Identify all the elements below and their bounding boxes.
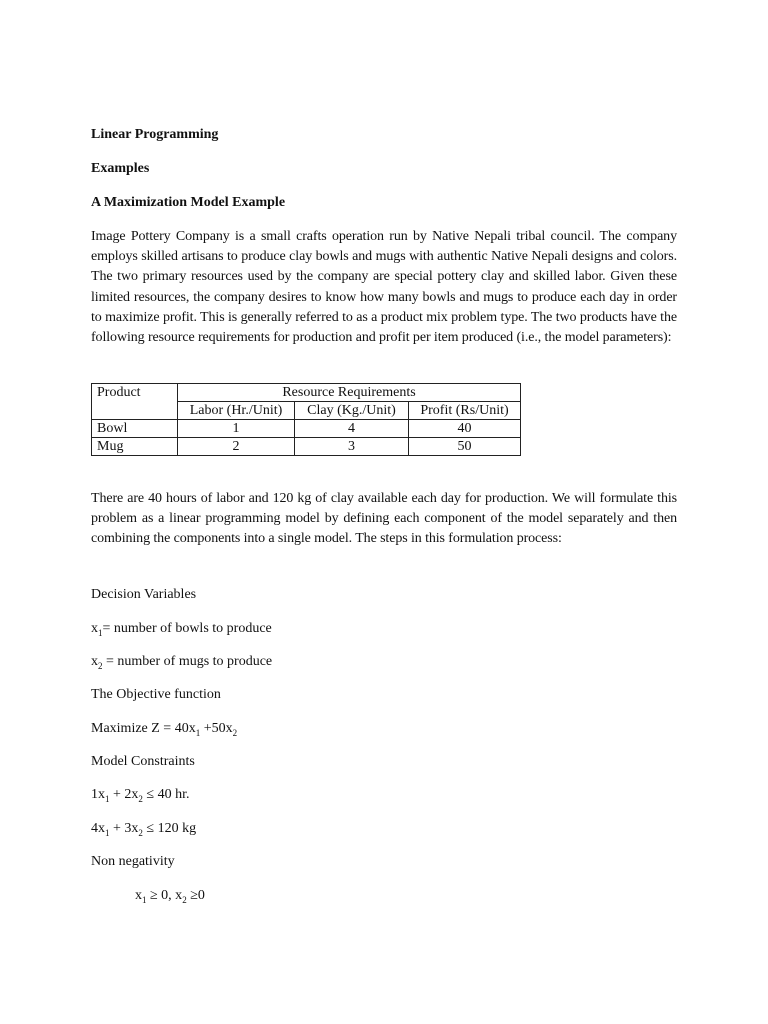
product-cell: Mug (92, 438, 178, 456)
constraints-heading: Model Constraints (91, 754, 195, 769)
variable-x1-definition: $x_1=$ number of bowls to produce (91, 621, 272, 638)
resource-table (91, 383, 521, 456)
group-header: Resource Requirements (178, 384, 521, 402)
column-header: Profit (Rs/Unit) (409, 402, 521, 420)
objective-heading: The Objective function (91, 687, 221, 702)
intro-paragraph: Image Pottery Company is a small crafts operation run by Native Nepali tribal council. The company employs skilled artisans to produce clay bowls and mugs with authentic Native Nepali designs and colors. The two primary resources used by the company are special pottery clay and skilled labor. Given these limited resources, the company desires to know how many bowls and mugs to produce each day in order to maximize profit. This is generally referred to as a product mix problem type. The two products have the following resource requirements for production and profit per item produced (i.e., the model parameters): (91, 229, 677, 346)
product-header: Product (92, 384, 178, 420)
labor-cell: 2 (178, 438, 295, 456)
decision-variables-heading: Decision Variables (91, 587, 197, 602)
table-header-row (92, 384, 521, 402)
table-row (92, 438, 521, 456)
product-cell: Bowl (92, 420, 178, 438)
formulation-paragraph: There are 40 hours of labor and 120 kg of clay available each day for production. We will formulate this problem as a linear programming model by defining each component of the model separately and then combining the components into a single model. The steps in this formulation process: (91, 491, 677, 547)
column-header: Clay (Kg./Unit) (295, 402, 409, 420)
clay-cell: 3 (295, 438, 409, 456)
labor-cell: 1 (178, 420, 295, 438)
table-row (92, 420, 521, 438)
non-negativity-constraint: $x_1 \ge 0$, $x_2 \ge 0$ (135, 888, 205, 905)
subtitle: Examples (91, 161, 150, 176)
title: Linear Programming (91, 127, 219, 142)
objective-function: Maximize $Z = 40x_1 +50x_2$ (91, 721, 238, 738)
section-heading: A Maximization Model Example (91, 195, 286, 210)
column-header: Labor (Hr./Unit) (178, 402, 295, 420)
profit-cell: 40 (409, 420, 521, 438)
variable-x2-definition: $x_2$ = number of mugs to produce (91, 654, 273, 671)
profit-cell: 50 (409, 438, 521, 456)
clay-cell: 4 (295, 420, 409, 438)
labor-constraint: $1x_1 + 2x_2 \le 40$ hr. (91, 787, 190, 804)
clay-constraint: $4x_1 + 3x_2 \le 120$ kg (91, 821, 197, 838)
non-negativity-heading: Non negativity (91, 854, 175, 869)
